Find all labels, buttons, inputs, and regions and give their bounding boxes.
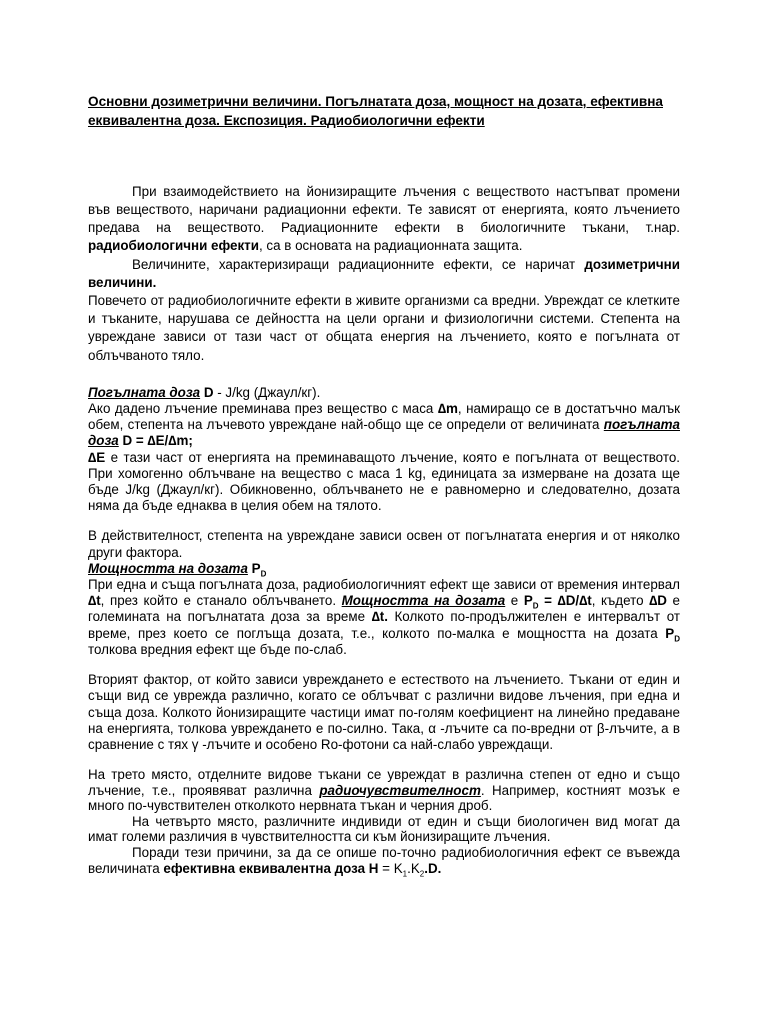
bold-term: радиобиологични ефекти bbox=[88, 238, 259, 254]
text-run: , са в основата на радиационната защита. bbox=[258, 238, 523, 254]
paragraph-radiation-type: Вторият фактор, от който зависи увреждането е естеството на лъчението. Тъкани от един и същи вид се уврежда различно, когато се облъчват с различни видове лъчения, при една и съща доза. Колкото йонизиращите частици имат по-голям коефициент на линейно предаване на енергията, толкова увреждането е по-силно. Така, α -лъчите са по-вредни от β-лъчите, а в сравнение с тях γ -лъчите и особено Ro-фотони са най-слабо увреждащи. bbox=[88, 672, 680, 752]
heading-term: Мощността на дозата bbox=[88, 560, 248, 576]
formula-term: ∆m bbox=[437, 401, 458, 417]
paragraph-dose-rate-def bbox=[88, 577, 680, 658]
text-run: , през който е станало облъчването. bbox=[100, 593, 342, 609]
section-absorbed-dose bbox=[88, 385, 680, 515]
symbol-subscript: D bbox=[260, 569, 267, 579]
text-run: толкова вредния ефект ще бъде по-слаб. bbox=[88, 641, 347, 657]
text-run: , където bbox=[591, 593, 650, 609]
formula-term bbox=[665, 625, 680, 644]
symbol-subscript: D bbox=[532, 601, 539, 611]
paragraph-effective-dose bbox=[88, 845, 680, 879]
text-run: . Например, костният мозък е много по-чувствителен отколкото нервната тъкан и черния дроб. bbox=[88, 782, 680, 814]
paragraph-energy bbox=[88, 450, 680, 515]
formula: D = ∆E/∆m; bbox=[118, 433, 193, 449]
section-dose-rate bbox=[88, 528, 680, 658]
bold-term: ефективна еквивалентна доза H bbox=[163, 860, 379, 876]
formula-body: .D. bbox=[424, 860, 442, 876]
section-radiation-type bbox=[88, 672, 680, 753]
paragraph-dosimetric bbox=[88, 256, 680, 292]
document-page bbox=[88, 92, 681, 879]
dose-symbol: D bbox=[203, 384, 214, 400]
text-run: Поради тези причини, за да се опише по-точно радиобиологичния ефект се въвежда величината bbox=[88, 845, 680, 876]
underlined-term: Мощността на дозата bbox=[341, 593, 506, 609]
text-run: На трето място, отделните видове тъкани се увреждат в различна степен от едно и също лъчение, т.е., проявяват различна bbox=[88, 767, 680, 798]
formula-body: .K bbox=[407, 860, 420, 876]
paragraph-other-factors: В действителност, степента на увреждане зависи освен от погълнатата енергия и от няколко други фактора. bbox=[88, 528, 680, 560]
text-run: Величините, характеризиращи радиационните ефекти, се наричат bbox=[132, 256, 585, 272]
underlined-term: погълната доза bbox=[88, 417, 680, 449]
text-run: е големината на погълнатата доза за време bbox=[88, 593, 680, 625]
spacer bbox=[88, 658, 680, 672]
underlined-term: радиочувствителност bbox=[319, 782, 481, 798]
symbol-letter: P bbox=[523, 593, 533, 609]
formula-term: ∆E bbox=[88, 449, 106, 465]
absorbed-dose-heading bbox=[88, 385, 680, 401]
unit-text: - J/kg (Джаул/кг). bbox=[213, 384, 321, 400]
paragraph-intro bbox=[88, 183, 680, 256]
paragraph-harm: Повечето от радиобиологичните ефекти в живите организми са вредни. Увреждат се клетките и тъканите, нарушава се дейността на цели органи и физиологични системи. Степента на увреждане зависи от тази част от общата енергия на лъчението, която е погълната от облъчваното тяло. bbox=[88, 293, 680, 363]
text-run: При една и съща погълната доза, радиобиологичният ефект ще зависи от времения интервал bbox=[88, 577, 680, 593]
text-run: , намиращо се в достатъчно малък обем, степента на лъчевото увреждане най-общо ще се определи от величината bbox=[88, 401, 680, 433]
text-run: е bbox=[505, 593, 524, 609]
paragraph-absorbed-def bbox=[88, 401, 680, 450]
text-run: При взаимодействието на йонизиращите лъчения с веществото настъпват промени във веществото, наричани радиационни ефекти. Те зависят от енергията, която лъчението предава на веществото. Радиационните ефекти в биологичните тъкани, т.нар. bbox=[88, 183, 680, 236]
symbol-letter: P bbox=[665, 625, 675, 641]
spacer bbox=[88, 514, 680, 528]
formula-body: = ∆D/∆t bbox=[538, 593, 592, 609]
formula bbox=[523, 593, 592, 611]
text-run: е тази част от енергията на преминаващото лъчение, която е погълната от веществото. При хомогенно облъчване на вещество с маса 1 kg, единицата за измерване на дозата ще бъде J/kg (Джаул/кг). Обикновенно, облъчването не е равномерно и следователно, дозата няма да бъде еднаква в целия обем на тялото. bbox=[88, 449, 680, 514]
text-run: Ако дадено лъчение преминава през вещество с маса bbox=[88, 401, 438, 417]
symbol-subscript: 1 bbox=[402, 869, 408, 879]
spacer bbox=[88, 365, 680, 385]
formula-body: = K bbox=[378, 860, 403, 876]
formula-term: ∆D bbox=[649, 593, 667, 609]
heading-term: Погълната доза bbox=[88, 384, 201, 400]
symbol-subscript: D bbox=[674, 634, 680, 644]
dose-rate-heading bbox=[88, 561, 680, 577]
symbol-subscript: 2 bbox=[419, 869, 425, 879]
dose-rate-symbol bbox=[251, 560, 267, 579]
paragraph-individuals: На четвърто място, различните индивиди от един и същи биологичен вид могат да имат големи различия в чувствителността си към йонизиращите лъчения. bbox=[88, 813, 680, 845]
page-title: Основни дозиметрични величини. Погълнатата доза, мощност на дозата, ефективна еквивалентна доза. Експозиция. Радиобиологични ефекти bbox=[88, 94, 663, 129]
paragraph-radiosensitivity bbox=[88, 767, 680, 814]
formula-term: ∆t. bbox=[371, 609, 388, 625]
spacer bbox=[88, 753, 680, 767]
section-sensitivity bbox=[88, 767, 680, 879]
symbol-letter: P bbox=[251, 560, 261, 576]
formula-term: ∆t bbox=[88, 593, 101, 609]
text-run: Колкото по-продължителен е интервалът от време, през което се поглъща дозата, т.е., колкото по-малка е мощността на дозата bbox=[88, 609, 681, 641]
bold-term: дозиметрични величини. bbox=[88, 256, 680, 290]
